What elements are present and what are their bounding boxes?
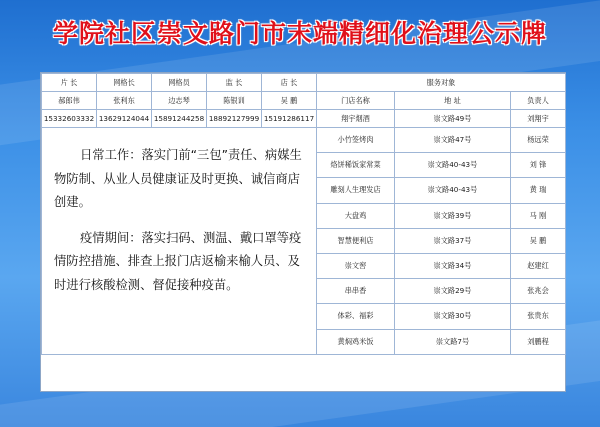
staff-phones-row	[42, 110, 566, 128]
store-owner: 马 刚	[511, 203, 566, 228]
service-header: 服务对象	[317, 74, 566, 92]
store-name: 黄焖鸡米饭	[317, 329, 395, 354]
store-name: 烙饼稀饭家常菜	[317, 153, 395, 178]
store-name: 翔宇烟酒	[317, 110, 395, 128]
store-owner: 刘 锋	[511, 153, 566, 178]
store-owner: 张贵东	[511, 304, 566, 329]
store-owner: 刘翔宇	[511, 110, 566, 128]
store-owner: 赵建红	[511, 253, 566, 278]
store-address: 崇文路40-43号	[395, 153, 511, 178]
store-name: 小竹签烤肉	[317, 128, 395, 153]
staff-phone: 18892127999	[207, 110, 262, 128]
store-address: 崇文路37号	[395, 228, 511, 253]
store-owner: 杨远荣	[511, 128, 566, 153]
store-name: 崇文窖	[317, 253, 395, 278]
staff-names-row	[42, 92, 566, 110]
column-header: 负责人	[511, 92, 566, 110]
store-owner: 黄 瑞	[511, 178, 566, 203]
staff-phone: 13629124044	[97, 110, 152, 128]
info-panel	[40, 72, 566, 392]
governance-table	[41, 73, 566, 355]
store-address: 崇文路49号	[395, 110, 511, 128]
board-title: 学院社区崇文路门市末端精细化治理公示牌	[52, 19, 547, 48]
store-address: 崇文路29号	[395, 279, 511, 304]
store-address: 崇文路34号	[395, 253, 511, 278]
column-header: 地 址	[395, 92, 511, 110]
header-cell: 网格长	[97, 74, 152, 92]
notice-text	[42, 128, 317, 355]
header-cell: 店 长	[262, 74, 317, 92]
store-name: 智慧便利店	[317, 228, 395, 253]
staff-name: 陈银训	[207, 92, 262, 110]
store-address: 崇文路7号	[395, 329, 511, 354]
store-name: 大盘鸡	[317, 203, 395, 228]
staff-phone: 15332603332	[42, 110, 97, 128]
staff-name: 郝郎伟	[42, 92, 97, 110]
staff-phone: 15891244258	[152, 110, 207, 128]
store-address: 崇文路30号	[395, 304, 511, 329]
store-name: 串串香	[317, 279, 395, 304]
store-owner: 刘鹏程	[511, 329, 566, 354]
staff-name: 吴 鹏	[262, 92, 317, 110]
store-address: 崇文路39号	[395, 203, 511, 228]
staff-name: 边志琴	[152, 92, 207, 110]
store-address: 崇文路40-43号	[395, 178, 511, 203]
header-cell: 监 长	[207, 74, 262, 92]
header-cell: 片 长	[42, 74, 97, 92]
store-owner: 吴 鹏	[511, 228, 566, 253]
store-name: 雕刻人生理发店	[317, 178, 395, 203]
column-header: 门店名称	[317, 92, 395, 110]
store-name: 体彩、福彩	[317, 304, 395, 329]
staff-header-row	[42, 74, 566, 92]
store-row	[42, 128, 566, 153]
store-owner: 张兆会	[511, 279, 566, 304]
staff-name: 张利东	[97, 92, 152, 110]
header-cell: 网格员	[152, 74, 207, 92]
daily-work-text: 日常工作：落实门前“三包”责任、病媒生物防制、从业人员健康证及时更换、诚信商店创建。	[54, 148, 302, 209]
epidemic-text: 疫情期间：落实扫码、测温、戴口罩等疫情防控措施、排查上报门店返榆来榆人员、及时进行核酸检测、督促接种疫苗。	[54, 230, 302, 292]
store-address: 崇文路47号	[395, 128, 511, 153]
staff-phone: 15191286117	[262, 110, 317, 128]
